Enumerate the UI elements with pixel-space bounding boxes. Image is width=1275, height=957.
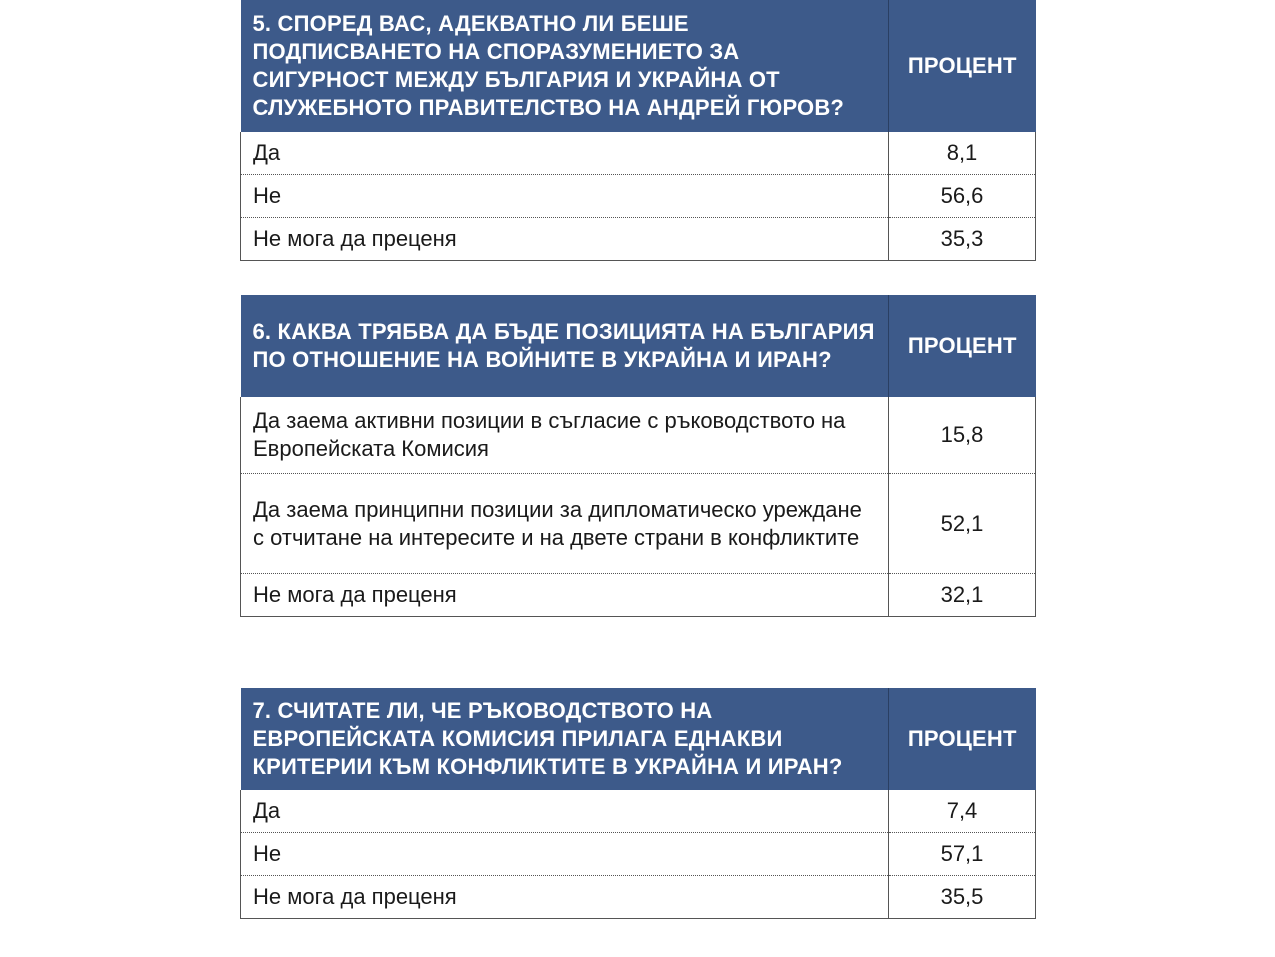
survey-table-q6 [240,295,1036,617]
answer-cell: Не мога да преценя [241,218,889,261]
table-row [241,474,1036,574]
percent-cell: 32,1 [889,574,1036,617]
percent-cell: 8,1 [889,132,1036,175]
table-header-row [241,0,1036,132]
percent-cell: 56,6 [889,175,1036,218]
survey-table-q7 [240,688,1036,919]
table-row [241,790,1036,833]
table-header-row [241,688,1036,790]
percent-column-header: ПРОЦЕНТ [889,295,1036,397]
answer-cell: Не [241,833,889,876]
table-row [241,574,1036,617]
answer-cell: Не [241,175,889,218]
percent-cell: 35,3 [889,218,1036,261]
percent-cell: 15,8 [889,397,1036,474]
percent-column-header: ПРОЦЕНТ [889,0,1036,132]
question-heading: 5. СПОРЕД ВАС, АДЕКВАТНО ЛИ БЕШЕ ПОДПИСВАНЕТО НА СПОРАЗУМЕНИЕТО ЗА СИГУРНОСТ МЕЖДУ БЪЛГАРИЯ И УКРАЙНА ОТ СЛУЖЕБНОТО ПРАВИТЕЛСТВО НА АНДРЕЙ ГЮРОВ? [241,0,889,132]
answer-cell: Да заема принципни позиции за дипломатическо уреждане с отчитане на интересите и на двете страни в конфликтите [241,474,889,574]
question-heading: 6. КАКВА ТРЯБВА ДА БЪДЕ ПОЗИЦИЯТА НА БЪЛГАРИЯ ПО ОТНОШЕНИЕ НА ВОЙНИТЕ В УКРАЙНА И ИРАН? [241,295,889,397]
answer-cell: Да заема активни позиции в съгласие с ръководството на Европейската Комисия [241,397,889,474]
table-row [241,175,1036,218]
answer-cell: Да [241,132,889,175]
table-header-row [241,295,1036,397]
survey-table-q5 [240,0,1036,261]
question-heading: 7. СЧИТАТЕ ЛИ, ЧЕ РЪКОВОДСТВОТО НА ЕВРОПЕЙСКАТА КОМИСИЯ ПРИЛАГА ЕДНАКВИ КРИТЕРИИ КЪМ КОНФЛИКТИТЕ В УКРАЙНА И ИРАН? [241,688,889,790]
table-row [241,132,1036,175]
answer-cell: Не мога да преценя [241,876,889,919]
percent-column-header: ПРОЦЕНТ [889,688,1036,790]
answer-cell: Не мога да преценя [241,574,889,617]
percent-cell: 52,1 [889,474,1036,574]
answer-cell: Да [241,790,889,833]
table-row [241,876,1036,919]
percent-cell: 57,1 [889,833,1036,876]
percent-cell: 35,5 [889,876,1036,919]
table-row [241,833,1036,876]
table-row [241,397,1036,474]
table-row [241,218,1036,261]
percent-cell: 7,4 [889,790,1036,833]
